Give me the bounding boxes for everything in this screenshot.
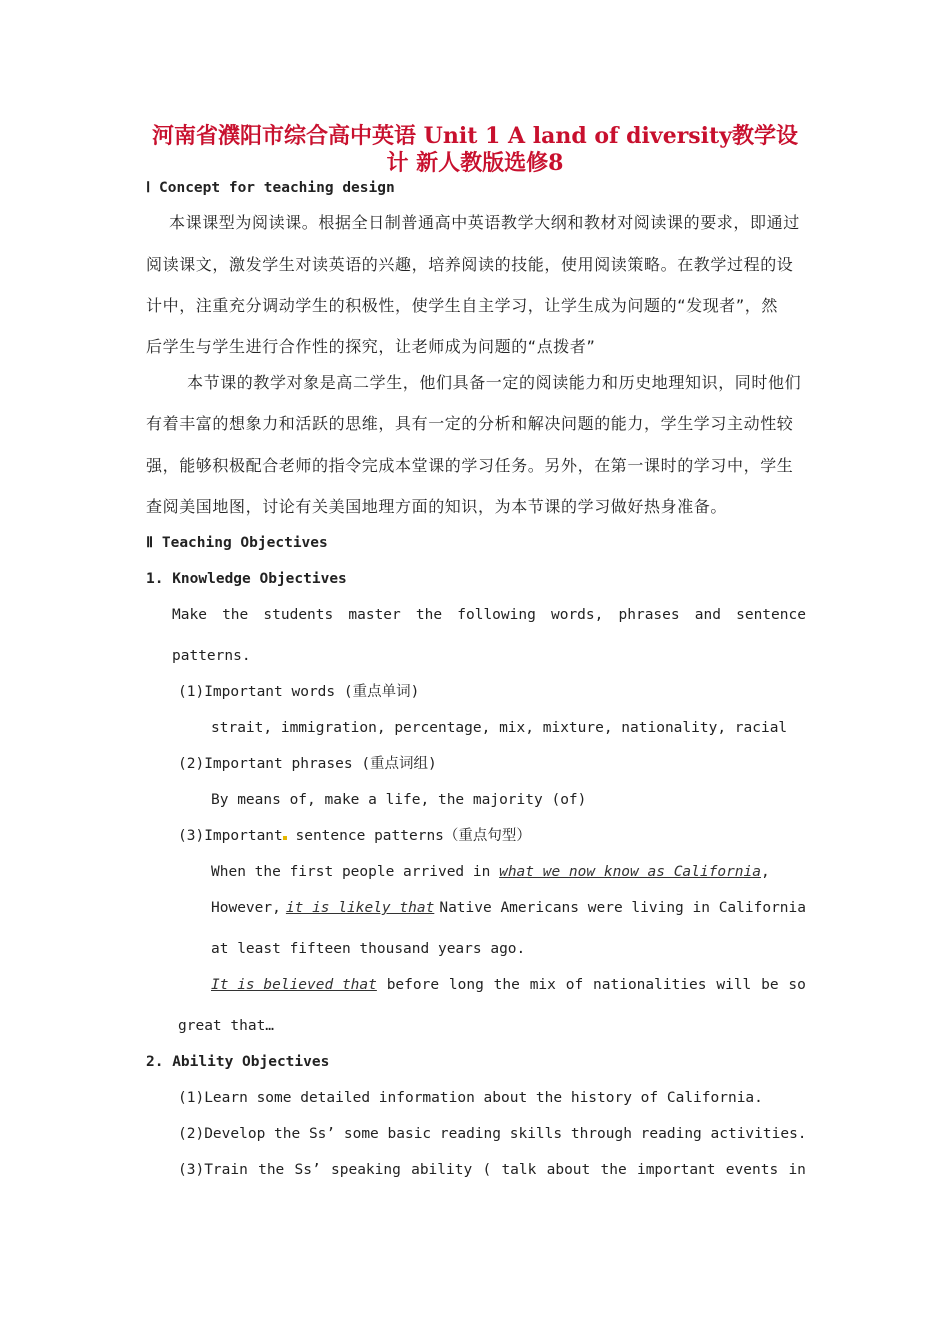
sentence-2	[211, 898, 806, 918]
sentence-2-start: However,	[211, 900, 281, 916]
word: the	[600, 1162, 627, 1178]
word: long	[448, 977, 484, 993]
word: about	[546, 1162, 591, 1178]
patterns-label-b: sentence patterns（重点句型）	[286, 828, 531, 844]
word: master	[348, 607, 401, 623]
word: before	[386, 977, 440, 993]
sentence-2-pattern: it is likely that	[285, 900, 435, 916]
para1-line2: 阅读课文，激发学生对读英语的兴趣，培养阅读的技能，使用阅读策略。在教学过程的设	[146, 255, 794, 274]
word: so	[788, 977, 806, 993]
ability-heading: 2. Ability Objectives	[146, 1054, 330, 1070]
para2-line3: 强，能够积极配合老师的指令完成本堂课的学习任务。另外，在第一课时的学习中，学生	[146, 456, 794, 475]
sentence-3-line2: great that…	[178, 1018, 275, 1034]
para1-line1: 本课课型为阅读课。根据全日制普通高中英语教学大纲和教材对阅读课的要求，即通过	[169, 213, 800, 232]
sentence-3	[211, 975, 806, 995]
para2-line1: 本节课的教学对象是高二学生，他们具备一定的阅读能力和历史地理知识，同时他们	[187, 373, 802, 392]
word: be	[761, 977, 779, 993]
word: Ss’	[294, 1162, 321, 1178]
word: students	[263, 607, 334, 623]
para2-line2: 有着丰富的想象力和活跃的思维，具有一定的分析和解决问题的能力，学生学习主动性较	[146, 414, 794, 433]
word: Make	[172, 607, 207, 623]
sentence-3-pattern: It is believed that	[211, 977, 377, 993]
word: talk	[501, 1162, 537, 1178]
word: sentence	[736, 607, 806, 623]
patterns-label	[178, 826, 531, 846]
word: following	[457, 607, 536, 623]
phrases-list: By means of, make a life, the majority (of)	[211, 792, 587, 808]
word: the	[493, 977, 520, 993]
words-label: (1)Important words (重点单词)	[178, 684, 420, 700]
ability-item-1: (1)Learn some detailed information about the history of California.	[178, 1090, 763, 1106]
word: speaking	[331, 1162, 401, 1178]
word: nationalities	[593, 977, 707, 993]
knowledge-intro-line2: patterns.	[172, 648, 251, 664]
word: in	[788, 1162, 806, 1178]
document-title-line2: 计 新人教版选修8	[386, 150, 564, 176]
word: the	[258, 1162, 285, 1178]
document-title-line1: 河南省濮阳市综合高中英语 Unit 1 A land of diversity教学设	[152, 123, 798, 149]
word: ability	[411, 1162, 473, 1178]
patterns-label-a: (3)Important	[178, 828, 283, 844]
para1-line3: 计中，注重充分调动学生的积极性，使学生自主学习，让学生成为问题的“发现者”，然	[146, 296, 778, 315]
word: mix	[529, 977, 556, 993]
word: phrases	[618, 607, 680, 623]
section2-heading: Ⅱ Teaching Objectives	[146, 535, 328, 551]
words-list: strait, immigration, percentage, mix, mixture, nationality, racial	[211, 720, 788, 736]
word: (	[482, 1162, 492, 1178]
ability-item-2: (2)Develop the Ss’ some basic reading skills through reading activities.	[178, 1126, 807, 1142]
word: words,	[550, 607, 604, 623]
word: the	[222, 607, 249, 623]
para2-line4: 查阅美国地图，讨论有关美国地理方面的知识，为本节课的学习做好热身准备。	[146, 497, 728, 516]
word: events	[725, 1162, 779, 1178]
sentence-1-pattern: what we now know as California	[499, 864, 761, 880]
section1-heading: Ⅰ Concept for teaching design	[146, 180, 395, 196]
knowledge-heading: 1. Knowledge Objectives	[146, 571, 347, 587]
word: (3)Train	[178, 1162, 248, 1178]
sentence-1-text: When the first people arrived in	[211, 864, 500, 880]
sentence-2-rest: Native Americans were living in California	[439, 900, 806, 916]
word: the	[415, 607, 443, 623]
para1-line4: 后学生与学生进行合作性的探究，让老师成为问题的“点拨者”	[146, 337, 596, 356]
word: important	[636, 1162, 716, 1178]
sentence-1-end: ,	[761, 864, 770, 880]
word: and	[694, 607, 721, 623]
sentence-1	[211, 862, 770, 882]
ability-item-3	[178, 1160, 806, 1180]
sentence-2-line2: at least fifteen thousand years ago.	[211, 941, 526, 957]
phrases-label: (2)Important phrases (重点词组)	[178, 756, 437, 772]
knowledge-intro-line1	[172, 605, 806, 625]
word: will	[716, 977, 752, 993]
word: of	[565, 977, 584, 993]
